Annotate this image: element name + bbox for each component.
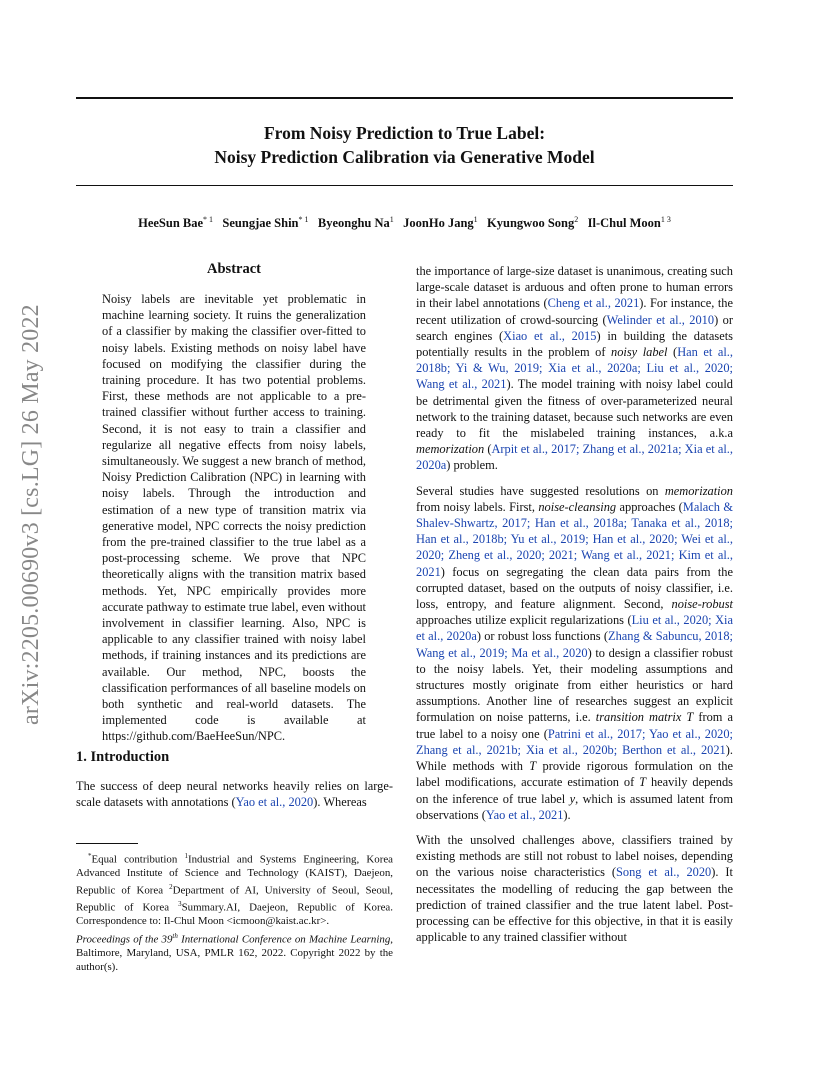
paragraph-dataset-importance: the importance of large-size dataset is unanimous, creating such large-scale dataset is arduous and often prone to human errors in their label annotations (Cheng et al., 2021). For instance, the recent utilization of crowd-sourcing (Welinder et al., 2010) or search engines (Xiao et al., 2015) in building the datasets potentially results in the problem of noisy label (Han et al., 2018b; Yi & Wu, 2019; Xia et al., 2020a; Liu et al., 2020; Wang et al., 2021). The model training with noisy label could be detrimental given the fitness of over-parameterized neural network to the training dataset, because such networks are even ready to fit the mislabeled training instances, a.k.a memorization (Arpit et al., 2017; Zhang et al., 2021a; Xia et al., 2020a) problem. [416,264,734,473]
citation-link[interactable]: Arpit et al., 2017; Zhang et al., 2021a; Xia et al., 2020a [416,442,733,473]
citation-link[interactable]: Song et al., 2020 [615,865,712,880]
section-heading-introduction: 1. Introduction [76,749,170,765]
author-name: JoonHo Jang [403,216,474,231]
citation-link[interactable]: Welinder et al., 2010 [606,312,715,327]
top-rule [76,97,733,99]
author-name: Kyungwoo Song [487,216,575,231]
title-bottom-rule [76,185,733,186]
author-name: HeeSun Bae [138,216,204,231]
proceedings-note: Proceedings of the 39th International Conference on Machine Learning, Baltimore, Maryland, USA, PMLR 162, 2022. Copyright 2022 by the author(s). [76,932,393,973]
citation-link[interactable]: Yao et al., 2021 [485,807,564,822]
footnote-rule [76,843,138,844]
citation-link[interactable]: Xiao et al., 2015 [503,328,597,343]
citation-link[interactable]: Liu et al., 2020; Xia et al., 2020a [416,613,734,644]
abstract-body [102,291,366,745]
paragraph-related-work: Several studies have suggested resolutions on memorization from noisy labels. First, noise-cleansing approaches (Malach & Shalev-Shwartz, 2017; Han et al., 2018a; Tanaka et al., 2018; Han et al., 2018b; Yu et al., 2019; Han et al., 2020; Wei et al., 2020; Zheng et al., 2020; 2021; Wang et al., 2021; Kim et al., 2021) focus on segregating the clean data pairs from the corrupted dataset, based on the outputs of noisy classifier, i.e. loss, entropy, and feature alignment. Second, noise-robust approaches utilize explicit regularizations (Liu et al., 2020; Xia et al., 2020a) or robust loss functions (Zhang & Sabuncu, 2018; Wang et al., 2019; Ma et al., 2020) to design a classifier robust to the noisy labels. Yet, their modeling assumptions and structures mostly originate from either heuristics or hard assumptions. Another line of researches suggest an explicit formulation on noise patterns, i.e. transition matrix T from a true label to a noisy one (Patrini et al., 2017; Yao et al., 2020; Zhang et al., 2021b; Xia et al., 2020b; Berthon et al., 2021). While methods with T provide rigorous formulation on the label modifications, accurate estimation of T heavily depends on the inference of true label y, which is assumed latent from observations (Yao et al., 2021). [416,483,734,822]
author-affiliation: 2 [574,215,579,224]
author-name: Byeonghu Na [317,216,390,231]
arxiv-identifier: arXiv:2205.00690v3 [cs.LG] 26 May 2022 [18,304,44,725]
abstract-heading: Abstract [207,261,261,277]
citation-link[interactable]: Han et al., 2018b; Yi & Wu, 2019; Xia et al., 2020a; Liu et al., 2020; Wang et al., 2021 [416,345,734,392]
author-affiliation: 1 3 [660,215,671,224]
author-affiliation: * 1 [203,215,214,224]
affiliation-footnote: *Equal contribution $^1$Industrial and Systems Engineering, Korea Advanced Institute of Science and Technology (KAIST), Daejeon, Republic of Korea $^2$Department of AI, University of Seoul, Seoul, Republic of Korea $^3$Summary.AI, Daejeon, Republic of Korea. Correspondence to: Il-Chul Moon <icmoon@kaist.ac.kr>. [76,852,393,927]
abstract-text: Noisy labels are inevitable yet problematic in machine learning society. It ruins the generalization of a classifier by making the classifier over-fitted to noisy labels. Existing methods on noisy label have focused on modifying the classifier during the training procedure. It has two potential problems. First, these methods are not applicable to a pre-trained classifier without further access to training. Second, it is not easy to train a classifier and regularize all negative effects from noisy labels, simultaneously. We suggest a new branch of method, Noisy Prediction Calibration (NPC) in learning with noisy labels. Through the introduction and estimation of a new type of transition matrix via generative model, NPC corrects the noisy prediction from the pre-trained classifier to the true label as a post-processing scheme. We prove that NPC theoretically aligns with the transition matrix based methods. Yet, NPC empirically provides more accurate pathway to estimate true label, even without involvement in classifier learning. Also, NPC is applicable to any classifier trained with noisy label methods, if training instances and its predictions are available. Our method, NPC, boosts the classification performances of all baseline models on both synthetic and real-world datasets. The implemented code is available at https://github.com/BaeHeeSun/NPC. [102,292,366,744]
paper-title-line-1: From Noisy Prediction to True Label: [263,123,546,143]
citation-link[interactable]: Patrini et al., 2017; Yao et al., 2020; Zhang et al., 2021b; Xia et al., 2020b; Berthon et al., 2021 [416,726,733,757]
paragraph-motivation: With the unsolved challenges above, classifiers trained by existing methods are still not robust to label noises, depending on the various noise characteristics (Song et al., 2020). It necessitates the modelling of reducing the gap between the prediction of trained classifier and the true latent label. Post-processing can be effective for this objective, in that it is easily applicable to any trained classifier without [416,832,733,945]
citation-link[interactable]: Cheng et al., 2021 [547,296,640,311]
citation-link[interactable]: Zhang & Sabuncu, 2018; Wang et al., 2019; Ma et al., 2020 [416,629,734,660]
author-affiliation: 1 [473,215,478,224]
author-list [76,215,733,231]
intro-paragraph: The success of deep neural networks heavily relies on large-scale datasets with annotations (Yao et al., 2020). Whereas [76,779,393,810]
author-name: Il-Chul Moon [587,216,661,231]
paper-title-line-2: Noisy Prediction Calibration via Generative Model [214,147,595,167]
author-affiliation: 1 [389,215,394,224]
right-column-body [416,263,733,945]
introduction-body [76,778,393,810]
author-name: Seungjae Shin [222,216,299,231]
author-affiliation: * 1 [298,215,309,224]
citation-link[interactable]: Yao et al., 2020 [235,795,314,810]
citation-link[interactable]: Malach & Shalev-Shwartz, 2017; Han et al., 2018a; Tanaka et al., 2018; Han et al., 2018b; Yu et al., 2019; Han et al., 2020; Wei et al., 2020; Zheng et al., 2020; 2021; Wang et al., 2021; Kim et al., 2021 [416,499,733,579]
